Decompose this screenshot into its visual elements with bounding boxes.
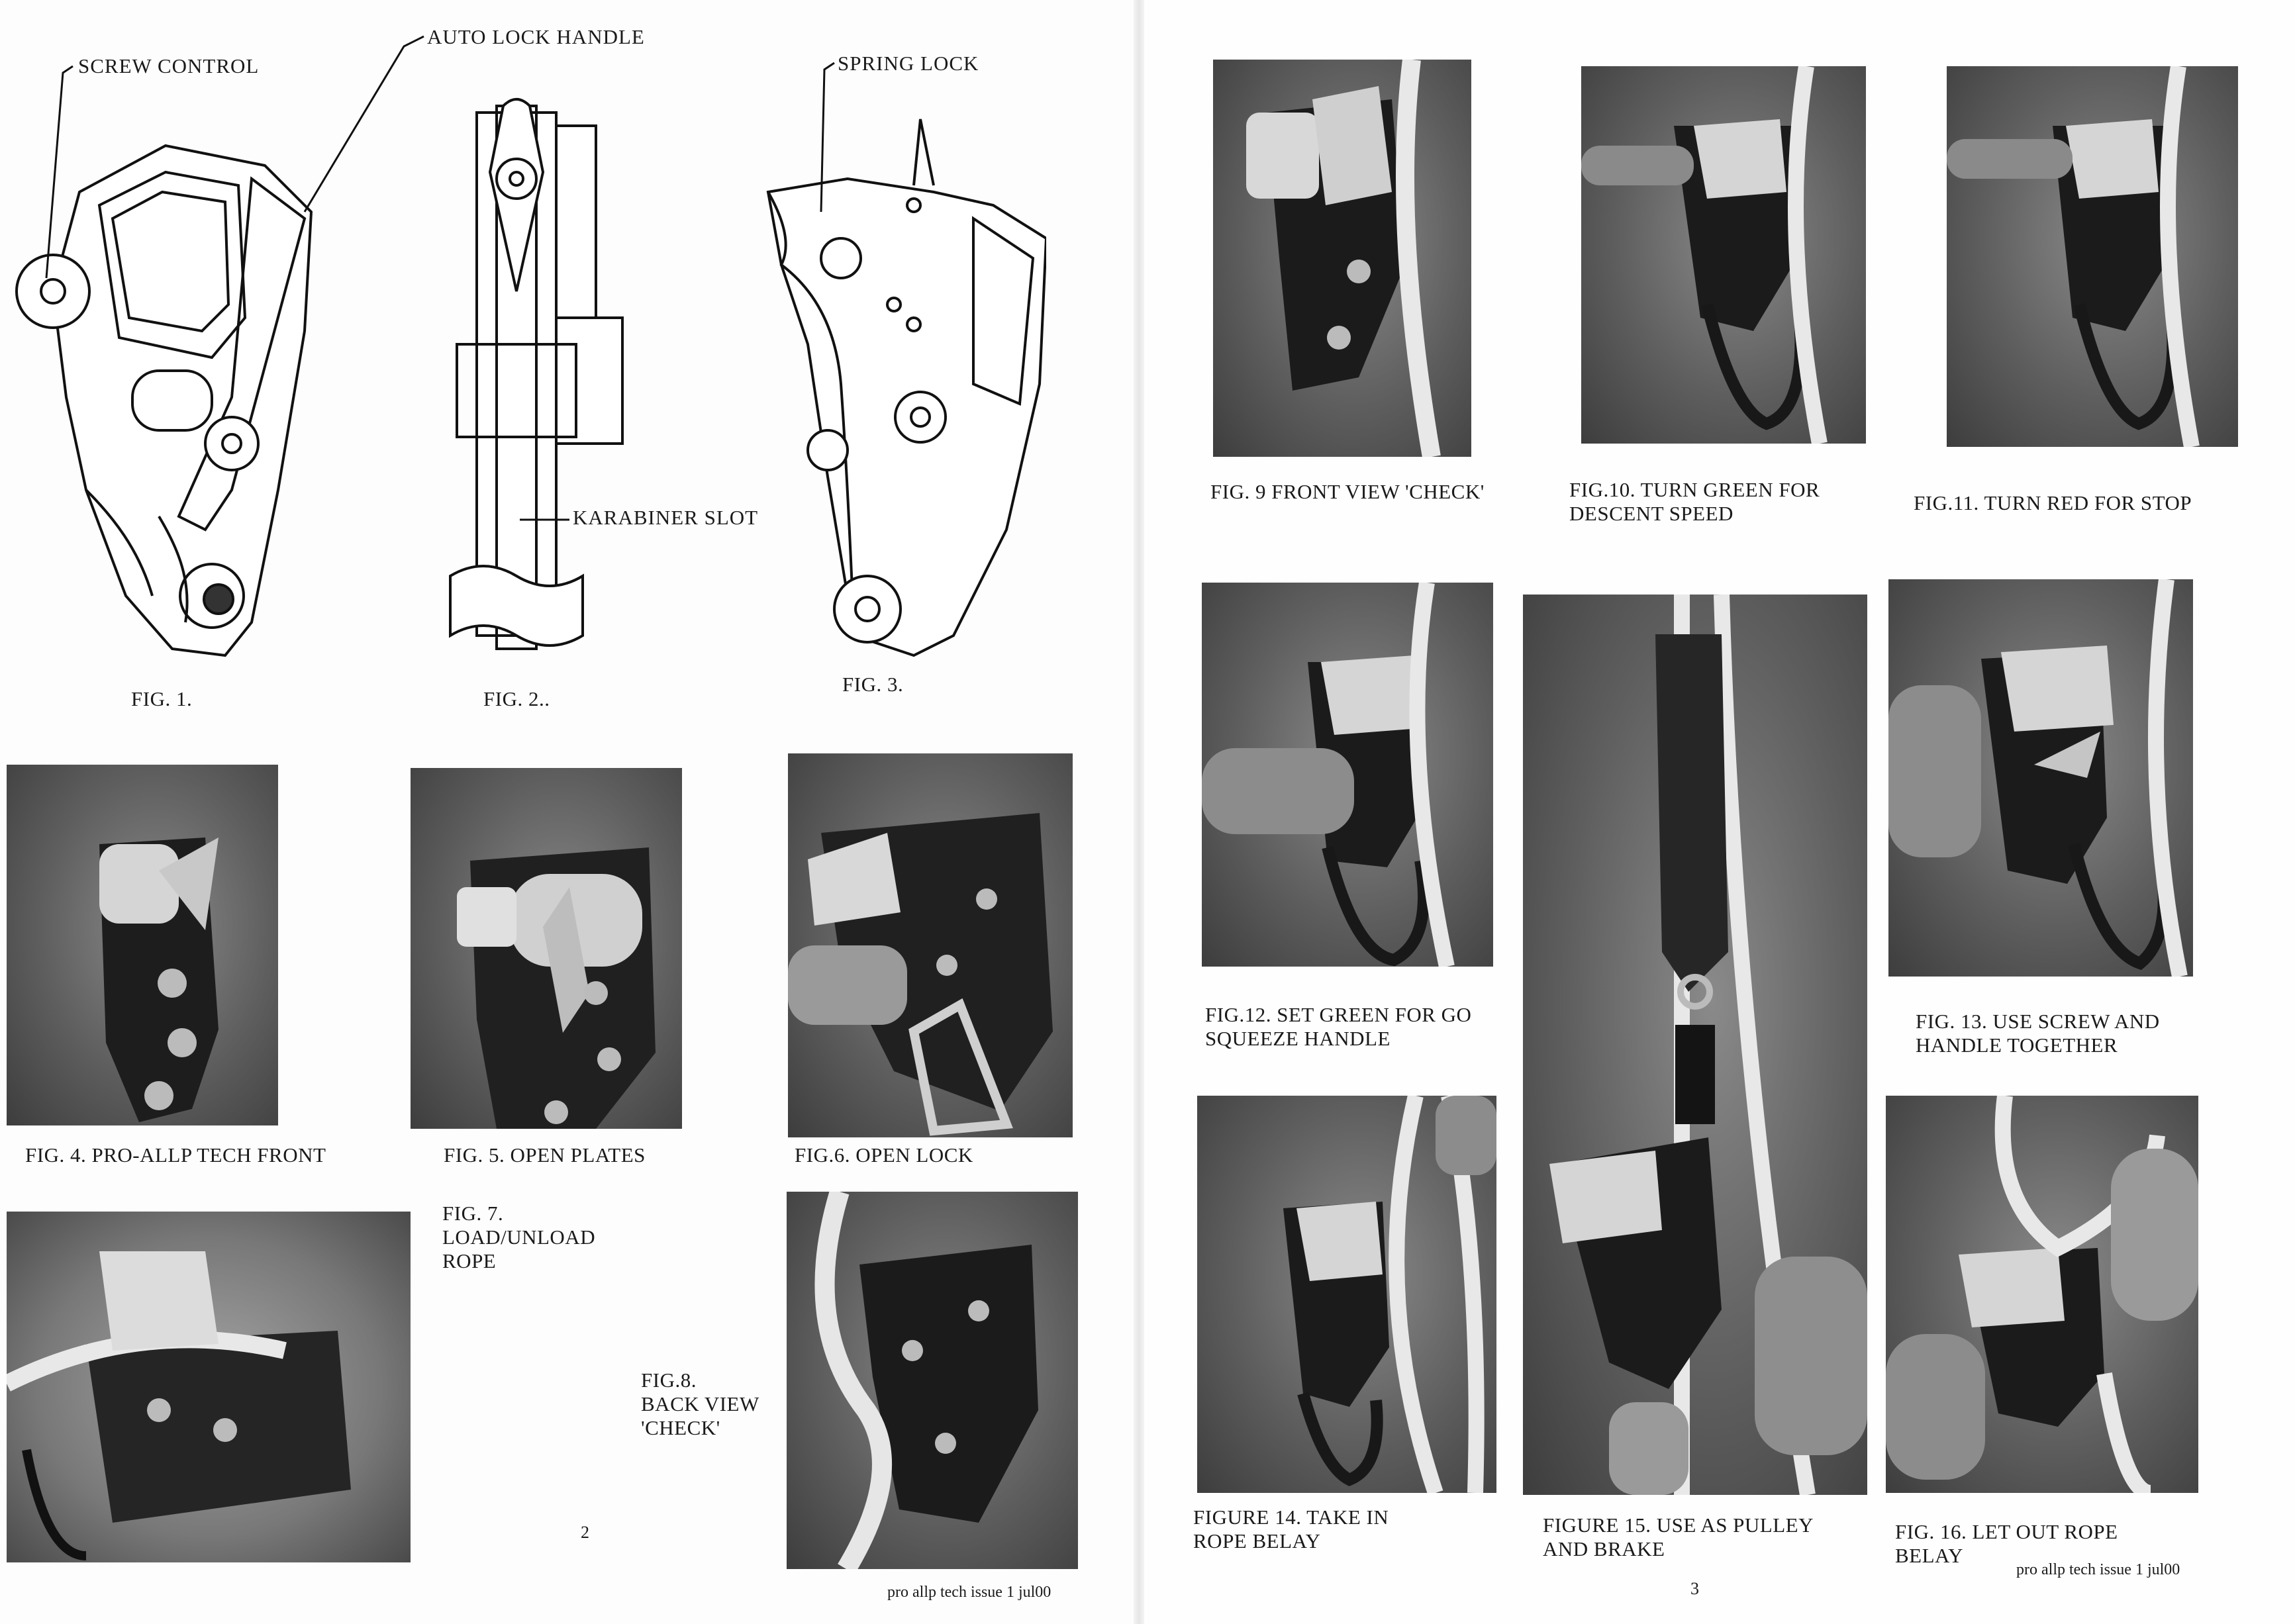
fig13-photo xyxy=(1888,579,2193,977)
fig4-photo xyxy=(7,765,278,1125)
footer-right: pro allp tech issue 1 jul00 xyxy=(2016,1561,2180,1578)
fig16-photo xyxy=(1886,1096,2198,1493)
label-auto-lock-handle: AUTO LOCK HANDLE xyxy=(427,25,645,48)
fig14-caption: FIGURE 14. TAKE IN ROPE BELAY xyxy=(1193,1505,1389,1552)
fig10-photo xyxy=(1581,66,1866,444)
label-karabiner-slot: KARABINER SLOT xyxy=(573,506,759,529)
fig6-photo xyxy=(788,753,1073,1137)
fig2-caption: FIG. 2.. xyxy=(483,687,550,710)
label-screw-control: SCREW CONTROL xyxy=(78,54,260,77)
page-number-right: 3 xyxy=(1690,1579,1699,1598)
fig16-caption: FIG. 16. LET OUT ROPE BELAY xyxy=(1895,1520,2118,1567)
label-spring-lock: SPRING LOCK xyxy=(838,52,979,75)
fig15-caption: FIGURE 15. USE AS PULLEY AND BRAKE xyxy=(1543,1513,1814,1560)
fig9-caption: FIG. 9 FRONT VIEW 'CHECK' xyxy=(1210,480,1485,503)
fig4-caption: FIG. 4. PRO-ALLP TECH FRONT xyxy=(25,1143,326,1167)
fig12-caption: FIG.12. SET GREEN FOR GO SQUEEZE HANDLE xyxy=(1205,1003,1472,1050)
fig7-photo xyxy=(7,1212,411,1562)
fig8-photo xyxy=(787,1192,1078,1569)
fig13-caption: FIG. 13. USE SCREW AND HANDLE TOGETHER xyxy=(1916,1010,2160,1057)
fig5-photo xyxy=(411,768,682,1129)
fig14-photo xyxy=(1197,1096,1496,1493)
fig10-caption: FIG.10. TURN GREEN FOR DESCENT SPEED xyxy=(1569,478,1820,525)
fig12-photo xyxy=(1202,583,1493,967)
fig7-caption: FIG. 7. LOAD/UNLOAD ROPE xyxy=(442,1202,596,1272)
fig11-caption: FIG.11. TURN RED FOR STOP xyxy=(1914,491,2192,514)
page-number-left: 2 xyxy=(581,1523,589,1542)
fig5-caption: FIG. 5. OPEN PLATES xyxy=(444,1143,646,1167)
fig1-caption: FIG. 1. xyxy=(131,687,193,710)
fig9-photo xyxy=(1213,60,1471,457)
fig8-caption: FIG.8. BACK VIEW 'CHECK' xyxy=(641,1368,759,1439)
fig3-caption: FIG. 3. xyxy=(842,673,904,696)
fig15-photo xyxy=(1523,595,1867,1495)
footer-left: pro allp tech issue 1 jul00 xyxy=(887,1584,1051,1601)
fig11-photo xyxy=(1947,66,2238,447)
fig6-caption: FIG.6. OPEN LOCK xyxy=(795,1143,973,1167)
label-leader-lines xyxy=(0,0,1139,543)
